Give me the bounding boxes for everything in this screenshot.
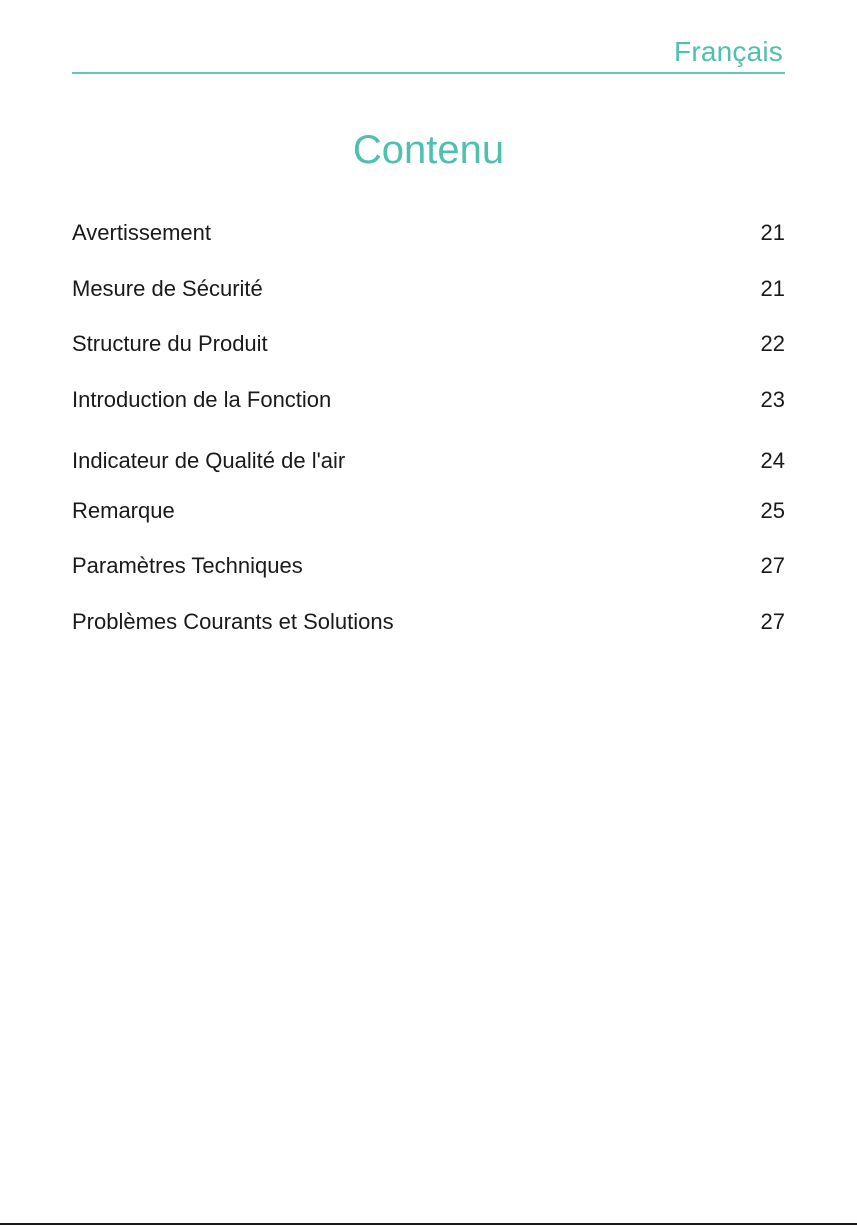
toc-entry-page: 27 — [760, 553, 785, 578]
toc-entry-problemes-courants-et-solutions[interactable] — [72, 607, 785, 637]
toc-entry-indicateur-de-qualite-de-lair[interactable] — [72, 446, 785, 476]
toc-entry-avertissement[interactable] — [72, 218, 785, 248]
toc-entry-label: Avertissement — [72, 220, 211, 245]
toc-entry-page: 22 — [760, 331, 785, 356]
toc-entry-page: 25 — [760, 498, 785, 523]
toc-entry-label: Introduction de la Fonction — [72, 387, 332, 412]
toc-entry-label: Paramètres Techniques — [72, 553, 303, 578]
toc-entry-remarque[interactable] — [72, 496, 785, 526]
toc-entry-mesure-de-securite[interactable] — [72, 274, 785, 304]
toc-entry-label: Indicateur de Qualité de l'air — [72, 448, 346, 473]
toc-entry-page: 23 — [760, 387, 785, 412]
toc-title: Contenu — [352, 128, 505, 172]
toc-entry-page: 21 — [760, 220, 785, 245]
toc-entry-label: Mesure de Sécurité — [72, 276, 263, 301]
toc-entry-parametres-techniques[interactable] — [72, 551, 785, 581]
toc-entry-page: 27 — [760, 609, 785, 634]
header-divider — [72, 72, 785, 74]
toc-entry-page: 21 — [760, 276, 785, 301]
toc-entry-label: Remarque — [72, 498, 175, 523]
toc-entry-label: Problèmes Courants et Solutions — [72, 609, 394, 634]
toc-entry-label: Structure du Produit — [72, 331, 268, 356]
toc-entry-page: 24 — [760, 448, 785, 473]
toc-entry-introduction-de-la-fonction[interactable] — [72, 385, 785, 415]
bottom-border — [0, 1223, 857, 1225]
toc-entry-structure-du-produit[interactable] — [72, 329, 785, 359]
language-header: Français — [674, 36, 783, 67]
